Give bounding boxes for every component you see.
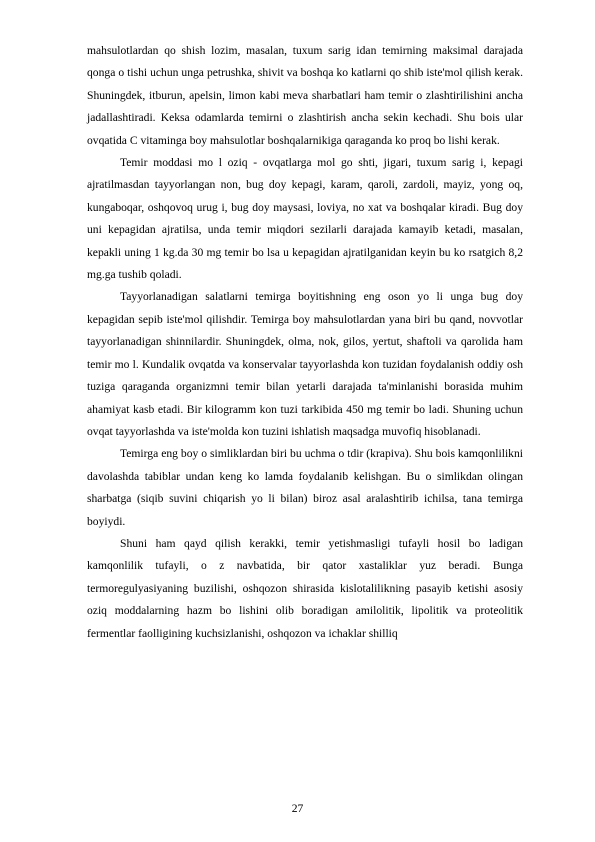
paragraph-5: Shuni ham qayd qilish kerakki, temir yetishmasligi tufayli hosil bo ladigan kamqonlilik tufayli, o z navbatida, bir qator xastaliklar yuz beradi. Bunga termoregulyasiyaning buzilishi, oshqozon shirasida kislotalilikning pasayib ketishi asosiy oziq moddalarning hazm bo lishini olib boradigan amilolitik, lipolitik va proteolitik fermentlar faolligining kuchsizlanishi, oshqozon va ichaklar shilliq: [87, 536, 523, 640]
document-body: [87, 40, 523, 645]
paragraph-3: Tayyorlanadigan salatlarni temirga boyitishning eng oson yo li unga bug doy kepagidan sepib iste'mol qilishdir. Temirga boy mahsulotlardan yana biri bu qand, novvotlar tayyorlanadigan shinnilardir. Shuningdek, olma, nok, gilos, yertut, shaftoli va qarolida ham temir mo l. Kundalik ovqatda va konservalar tayyorlashda kon tuzidan foydalanish oddiy osh tuziga qaraganda organizmni temir bilan yetarli darajada ta'minlanishi borasida muhim ahamiyat kasb etadi. Bir kilogramm kon tuzi tarkibida 450 mg temir bo ladi. Shuning uchun ovqat tayyorlashda va iste'molda kon tuzini ishlatish maqsadga muvofiq hisoblanadi.: [87, 290, 523, 438]
paragraph-4: Temirga eng boy o simliklardan biri bu uchma o tdir (krapiva). Shu bois kamqonlilikni davolashda tabiblar undan keng ko lamda foydalanib kelishgan. Bu o simlikdan olingan sharbatga (siqib suvini chiqarish yo li bilan) biroz asal aralashtirib ichilsa, tana temirga boyiydi.: [87, 447, 523, 528]
paragraph-2: Temir moddasi mo l oziq - ovqatlarga mol go shti, jigari, tuxum sarig i, kepagi ajratilmasdan tayyorlangan non, bug doy kepagi, karam, qaroli, zardoli, mayiz, yong oq, kungaboqar, oshqovoq urug i, bug doy maysasi, loviya, no xat va boshqalar kiradi. Bug doy uni kepagidan ajratilsa, unda temir miqdori sezilarli darajada kamayib ketadi, masalan, kepakli uning 1 kg.da 30 mg temir bo lsa u kepagidan ajratilganidan keyin bu ko rsatgich 8,2 mg.ga tushib qoladi.: [87, 156, 523, 282]
page-number: 27: [291, 802, 304, 815]
paragraph-1: mahsulotlardan qo shish lozim, masalan, tuxum sarig idan temirning maksimal darajada qonga o tishi uchun unga petrushka, shivit va boshqa ko katlarni qo shib iste'mol qilish kerak. Shuningdek, itburun, apelsin, limon kabi meva sharbatlari ham temir o zlashtirilishini ancha jadallashtiradi. Keksa odamlarda temirni o zlashtirish ancha sekin kechadi. Shu bois ular ovqatida C vitaminga boy mahsulotlar boshqalarnikiga qaraganda ko proq bo lishi kerak.: [87, 44, 523, 147]
